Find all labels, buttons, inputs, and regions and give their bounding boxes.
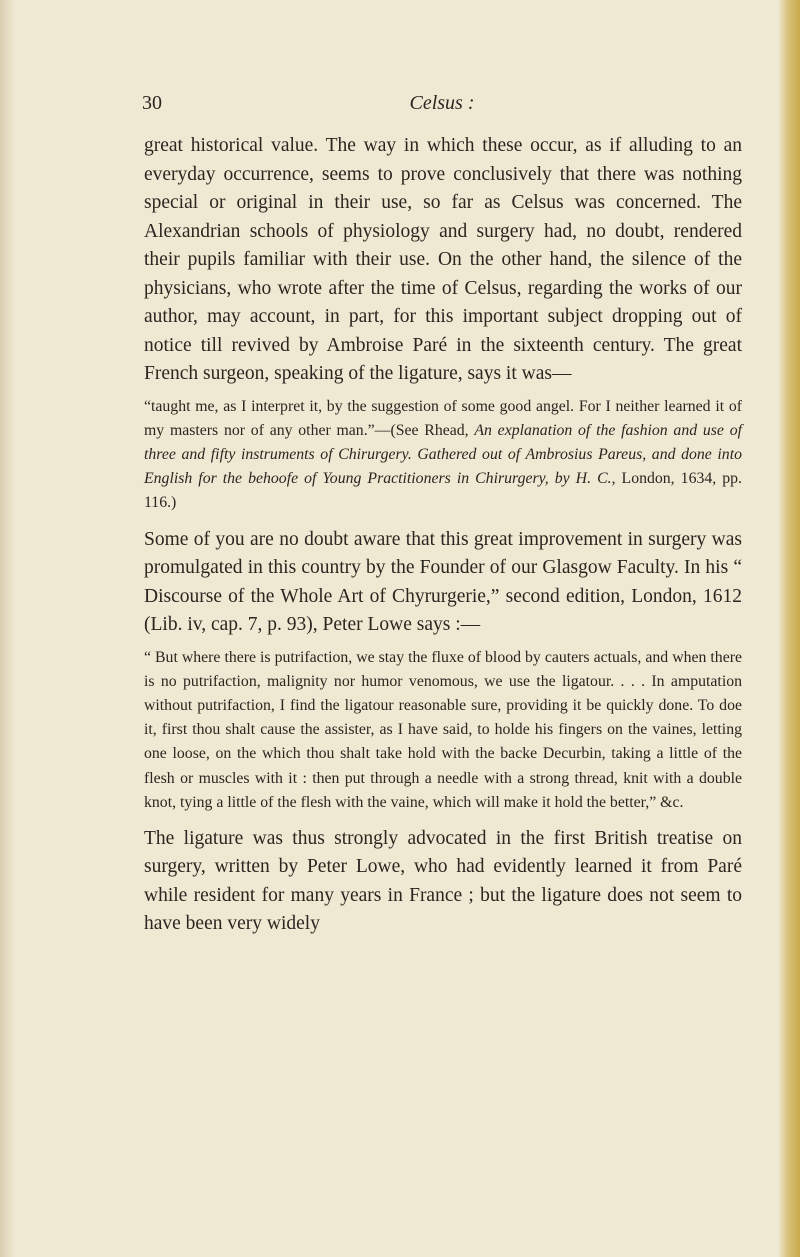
quote-pare-citation-title: An explanation of the fashion and use of three and fifty instruments of Chirurgery. Gathered out of Ambrosius Pareus, and done into English for the behoofe of Young Practitioners in Chirurgery, by H. C. bbox=[144, 421, 742, 488]
page-shadow bbox=[0, 0, 14, 1257]
paragraph-2: Some of you are no doubt aware that this great improvement in surgery was promulgated in this country by the Founder of our Glasgow Faculty. In his “ Discourse of the Whole Art of Chyrurgerie,” second edition, London, 1612 (Lib. iv, cap. 7, p. 93), Peter Lowe says :— bbox=[144, 528, 742, 636]
page-header bbox=[142, 92, 742, 118]
quote-pare-citation-end: , London, 1634, pp. 116.) bbox=[144, 470, 742, 512]
quote-pare bbox=[144, 395, 742, 516]
running-title: Celsus : bbox=[409, 92, 475, 114]
page-edge bbox=[778, 0, 800, 1257]
quote-lowe: “ But where there is putrifaction, we stay the fluxe of blood by cauters actuals, and when there is no putrifaction, malignity nor humor venomous, we use the ligatour. . . . In amputation without putrifaction, I find the ligatour reasonable sure, providing it be quickly done. To doe it, first thou shalt cause the assister, as I have said, to holde his fingers on the vaines, letting one loose, on the which thou shalt take hold with the backe Decurbin, taking a little of the flesh or muscles with it : then put through a needle with a strong thread, knit with a double knot, tying a little of the flesh with the vaine, which will make it hold the better,” &c. bbox=[144, 648, 742, 811]
page-number: 30 bbox=[142, 92, 162, 114]
quote-pare-text: “taught me, as I interpret it, by the suggestion of some good angel. For I neither learned it of my masters nor of any other man.”—(See Rhead, bbox=[144, 397, 742, 439]
paragraph-1: great historical value. The way in which these occur, as if alluding to an everyday occurrence, seems to prove conclusively that there was nothing special or original in their use, so far as Celsus was concerned. The Alexandrian schools of physiology and surgery had, no doubt, rendered their pupils familiar with their use. On the other hand, the silence of the physicians, who wrote after the time of Celsus, regarding the works of our author, may account, in part, for this important subject dropping out of notice till revived by Ambroise Paré in the sixteenth century. The great French surgeon, speaking of the ligature, says it was— bbox=[144, 135, 742, 384]
paragraph-3: The ligature was thus strongly advocated in the first British treatise on surgery, written by Peter Lowe, who had evidently learned it from Paré while resident for many years in France ; but the ligature does not seem to have been very widely bbox=[144, 827, 742, 935]
page-body bbox=[144, 132, 742, 939]
